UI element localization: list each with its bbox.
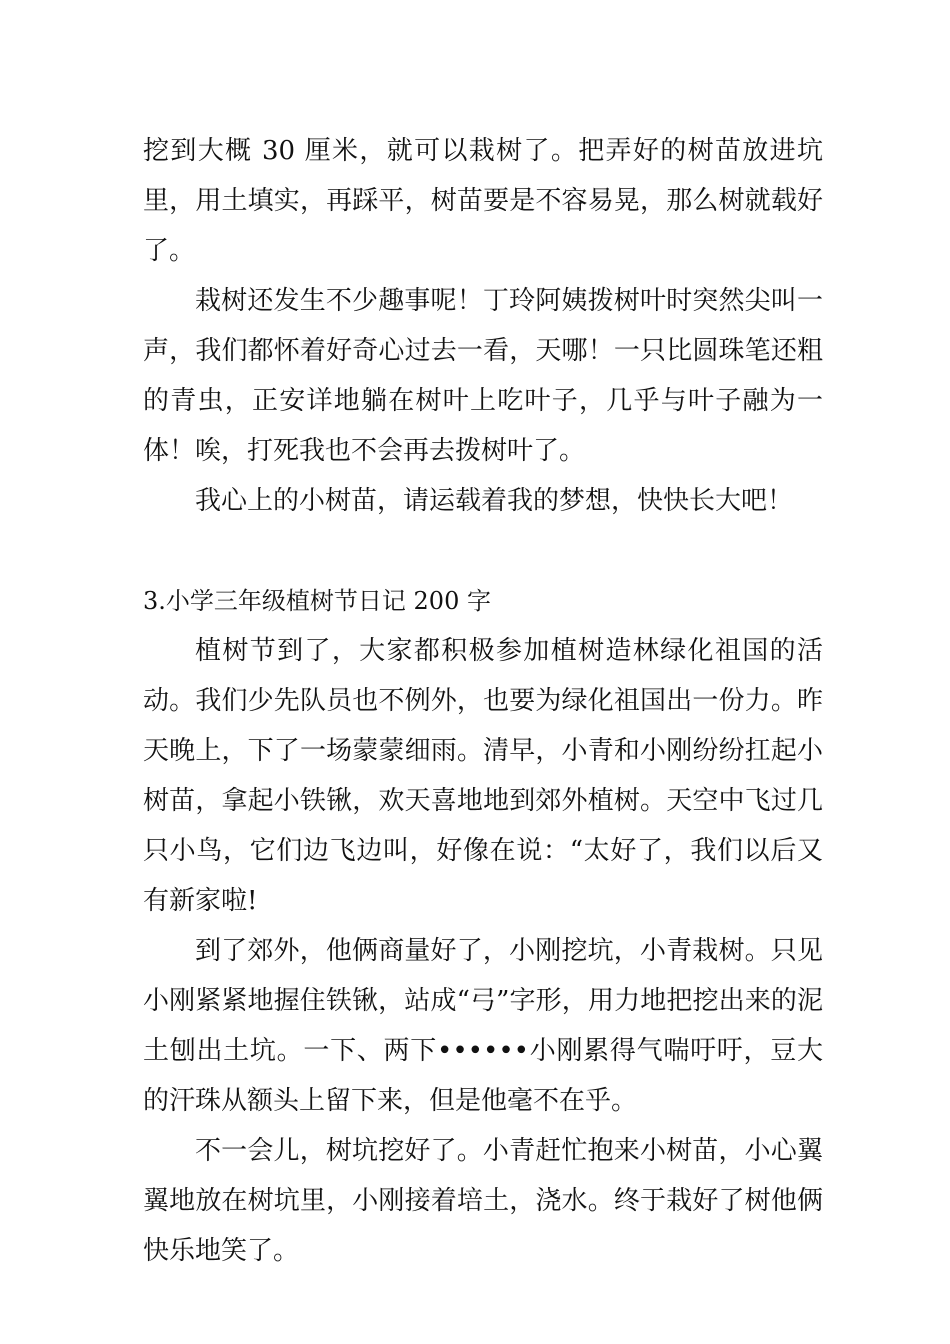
paragraph-tree-planted: 不一会儿，树坑挖好了。小青赶忙抱来小树苗，小心翼翼地放在树坑里，小刚接着培土，浇水。终于栽好了树他俩快乐地笑了。 [143,1136,823,1266]
paragraph-planting-steps: 挖到大概 30 厘米，就可以栽树了。把弄好的树苗放进坑里，用土填实，再踩平，树苗要是不容易晃，那么树就载好了。 [143,136,823,266]
paragraph-arbor-day-intro: 植树节到了，大家都积极参加植树造林绿化祖国的活动。我们少先队员也不例外，也要为绿化祖国出一份力。昨天晚上，下了一场蒙蒙细雨。清早，小青和小刚纷纷扛起小树苗，拿起小铁锹，欢天喜地地到郊外植树。天空中飞过几只小鸟，它们边飞边叫，好像在说：“太好了，我们以后又有新家啦! [143,636,823,916]
document-body [143,126,823,1276]
paragraph-digging-pit: 到了郊外，他俩商量好了，小刚挖坑，小青栽树。只见小刚紧紧地握住铁锹，站成“弓”字形，用力地把挖出来的泥土刨出土坑。一下、两下••••••小刚累得气喘吁吁，豆大的汗珠从额头上留下来，但是他毫不在乎。 [143,936,823,1116]
section-heading: 3.小学三年级植树节日记 200 字 [143,587,491,615]
paragraph-funny-incident: 栽树还发生不少趣事呢！丁玲阿姨拨树叶时突然尖叫一声，我们都怀着好奇心过去一看，天哪！一只比圆珠笔还粗的青虫，正安详地躺在树叶上吃叶子，几乎与叶子融为一体！唉，打死我也不会再去拨树叶了。 [143,286,823,466]
paragraph-closing-wish: 我心上的小树苗，请运载着我的梦想，快快长大吧！ [195,486,794,516]
